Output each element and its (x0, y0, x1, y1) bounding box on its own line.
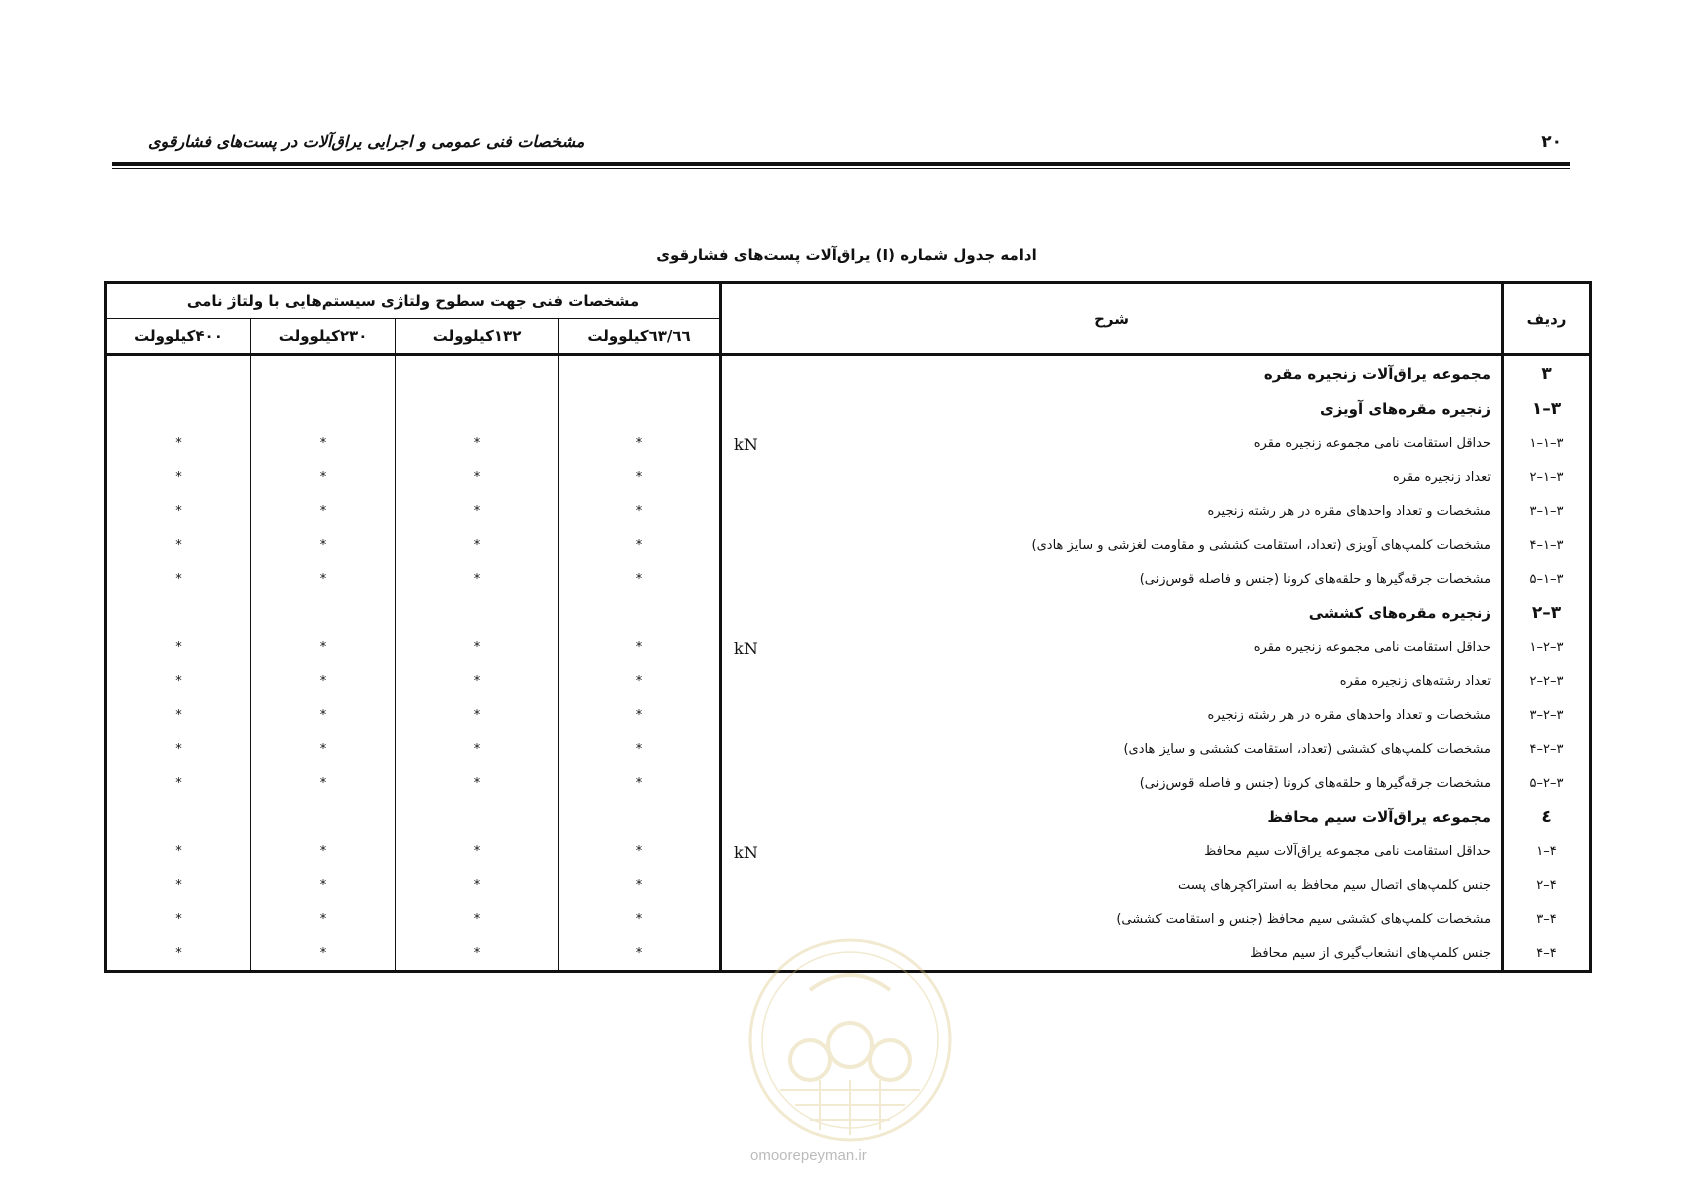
row-number: ۳–۲–۵ (1503, 766, 1591, 800)
row-number: ٤ (1503, 800, 1591, 834)
header-desc: شرح (721, 283, 1503, 355)
value-cell (396, 596, 559, 630)
value-cell: * (175, 707, 182, 723)
value-cell: * (396, 528, 559, 562)
value-cell: * (175, 571, 182, 587)
table-row (106, 732, 1591, 766)
value-cell: * (559, 902, 721, 936)
row-unit: kN (734, 639, 758, 658)
value-cell: * (175, 741, 182, 757)
row-description-cell (721, 766, 1503, 800)
value-cell: * (251, 936, 396, 972)
value-cell: * (396, 766, 559, 800)
value-cell: * (251, 528, 396, 562)
row-description: جنس کلمپ‌های اتصال سیم محافظ به استراکچرهای پست (1178, 877, 1492, 893)
row-number: ۳ (1503, 355, 1591, 393)
table-row (106, 426, 1591, 460)
value-cell: * (175, 877, 182, 893)
row-description-cell (721, 800, 1503, 834)
value-cell: * (251, 460, 396, 494)
row-description: مجموعه یراق‌آلات سیم محافظ (1267, 808, 1492, 826)
header-radif: ردیف (1503, 283, 1591, 355)
value-cell: * (251, 698, 396, 732)
row-number: ۳–۱–۵ (1503, 562, 1591, 596)
row-description-cell (721, 528, 1503, 562)
row-description-cell (721, 355, 1503, 393)
spec-table (104, 281, 1592, 973)
row-number: ۴–۴ (1503, 936, 1591, 972)
page-number: ۲۰ (1541, 132, 1562, 152)
row-description: حداقل استقامت نامی مجموعه زنجیره مقره (1253, 639, 1492, 655)
value-cell: * (559, 562, 721, 596)
row-description: حداقل استقامت نامی مجموعه زنجیره مقره (1253, 435, 1492, 451)
row-description: تعداد زنجیره مقره (1392, 469, 1492, 485)
value-cell (106, 596, 251, 630)
row-number: ۳–۲ (1503, 596, 1591, 630)
row-description-cell (721, 698, 1503, 732)
row-description: جنس کلمپ‌های انشعاب‌گیری از سیم محافظ (1250, 945, 1492, 961)
value-cell (396, 355, 559, 393)
row-description-cell (721, 562, 1503, 596)
row-description: مشخصات کلمپ‌های کششی (تعداد، استقامت کششی و سایز هادی) (1123, 741, 1492, 757)
value-cell (559, 800, 721, 834)
value-cell: * (251, 902, 396, 936)
row-description-cell (721, 664, 1503, 698)
row-description: مشخصات و تعداد واحدهای مقره در هر رشته زنجیره (1207, 503, 1492, 519)
row-number: ۳–۱–۴ (1503, 528, 1591, 562)
value-cell (396, 392, 559, 426)
row-description-cell (721, 426, 1503, 460)
value-cell: * (251, 868, 396, 902)
value-cell: * (396, 664, 559, 698)
value-cell: * (175, 673, 182, 689)
row-description: زنجیره مقره‌های آویزی (1319, 400, 1492, 418)
row-description-cell (721, 732, 1503, 766)
value-cell: * (251, 732, 396, 766)
header-voltage-230: ۲۳۰کیلوولت (251, 319, 396, 355)
header-rule (112, 162, 1570, 166)
row-number: ۳–۱–۲ (1503, 460, 1591, 494)
row-description-cell (721, 460, 1503, 494)
table-row (106, 355, 1591, 393)
row-number: ۳–۱ (1503, 392, 1591, 426)
value-cell (106, 392, 251, 426)
row-description: مشخصات جرقه‌گیرها و حلقه‌های کرونا (جنس و فاصله قوس‌زنی) (1139, 775, 1492, 791)
value-cell: * (559, 868, 721, 902)
row-description-cell (721, 834, 1503, 868)
value-cell: * (559, 936, 721, 972)
value-cell: * (396, 902, 559, 936)
value-cell: * (559, 766, 721, 800)
table-row (106, 834, 1591, 868)
table-caption: ادامه جدول شماره (I) یراق‌آلات پست‌های فشارقوی (656, 246, 1037, 264)
value-cell: * (175, 775, 182, 791)
row-number: ۳–۱–۳ (1503, 494, 1591, 528)
value-cell (559, 596, 721, 630)
value-cell: * (396, 834, 559, 868)
value-cell: * (559, 834, 721, 868)
header-voltage-400: ۴۰۰کیلوولت (106, 319, 251, 355)
row-description: تعداد رشته‌های زنجیره مقره (1339, 673, 1492, 689)
value-cell: * (396, 460, 559, 494)
value-cell (106, 355, 251, 393)
value-cell: * (396, 562, 559, 596)
value-cell: * (251, 494, 396, 528)
table-row (106, 766, 1591, 800)
value-cell: * (396, 630, 559, 664)
table-row (106, 664, 1591, 698)
value-cell: * (251, 630, 396, 664)
row-description-cell (721, 630, 1503, 664)
row-unit: kN (734, 435, 758, 454)
value-cell: * (175, 911, 182, 927)
row-number: ۳–۲–۴ (1503, 732, 1591, 766)
value-cell (251, 392, 396, 426)
row-number: ۳–۲–۲ (1503, 664, 1591, 698)
value-cell: * (559, 630, 721, 664)
row-description: مشخصات و تعداد واحدهای مقره در هر رشته زنجیره (1207, 707, 1492, 723)
table-row (106, 562, 1591, 596)
value-cell: * (559, 698, 721, 732)
row-description: مشخصات کلمپ‌های آویزی (تعداد، استقامت کششی و مقاومت لغزشی و سایز هادی) (1031, 537, 1492, 553)
value-cell (251, 596, 396, 630)
table-row (106, 460, 1591, 494)
row-unit: kN (734, 843, 758, 862)
table-row (106, 528, 1591, 562)
value-cell (251, 355, 396, 393)
table-row (106, 392, 1591, 426)
table-row (106, 868, 1591, 902)
value-cell: * (559, 494, 721, 528)
header-rule-thin (112, 168, 1570, 169)
value-cell: * (251, 834, 396, 868)
page-header (112, 128, 1570, 172)
value-cell: * (396, 698, 559, 732)
row-number: ۴–۳ (1503, 902, 1591, 936)
value-cell: * (559, 426, 721, 460)
value-cell: * (175, 945, 182, 961)
value-cell: * (251, 766, 396, 800)
row-number: ۴–۱ (1503, 834, 1591, 868)
value-cell: * (396, 494, 559, 528)
table-row (106, 800, 1591, 834)
value-cell (106, 800, 251, 834)
value-cell: * (251, 562, 396, 596)
value-cell (559, 392, 721, 426)
document-title: مشخصات فنی عمومی و اجرایی یراق‌آلات در پست‌های فشارقوی (148, 132, 585, 151)
row-description: مشخصات جرقه‌گیرها و حلقه‌های کرونا (جنس و فاصله قوس‌زنی) (1139, 571, 1492, 587)
header-voltage-66: ٦٣/٦٦کیلوولت (559, 319, 721, 355)
row-description-cell (721, 596, 1503, 630)
row-number: ۳–۱–۱ (1503, 426, 1591, 460)
watermark-logo (740, 930, 960, 1150)
value-cell: * (396, 426, 559, 460)
value-cell (559, 355, 721, 393)
value-cell: * (251, 426, 396, 460)
row-description-cell (721, 392, 1503, 426)
row-number: ۴–۲ (1503, 868, 1591, 902)
value-cell: * (175, 503, 182, 519)
row-description: حداقل استقامت نامی مجموعه یراق‌آلات سیم محافظ (1204, 843, 1492, 859)
table-row (106, 494, 1591, 528)
table-row (106, 596, 1591, 630)
value-cell: * (175, 435, 182, 451)
row-description-cell (721, 868, 1503, 902)
value-cell (396, 800, 559, 834)
row-description-cell (721, 494, 1503, 528)
row-description: مشخصات کلمپ‌های کششی سیم محافظ (جنس و استقامت کششی) (1116, 911, 1492, 927)
header-voltage-group: مشخصات فنی جهت سطوح ولتاژی سیستم‌هایی با ولتاژ نامی (106, 283, 721, 319)
value-cell: * (396, 732, 559, 766)
value-cell: * (559, 528, 721, 562)
value-cell: * (175, 537, 182, 553)
value-cell: * (251, 664, 396, 698)
value-cell: * (559, 460, 721, 494)
row-number: ۳–۲–۱ (1503, 630, 1591, 664)
row-description: مجموعه یراق‌آلات زنجیره مقره (1263, 365, 1492, 383)
value-cell: * (396, 868, 559, 902)
value-cell: * (396, 936, 559, 972)
value-cell: * (175, 469, 182, 485)
table-row (106, 698, 1591, 732)
value-cell: * (559, 664, 721, 698)
value-cell: * (559, 732, 721, 766)
value-cell: * (175, 843, 182, 859)
table-body (106, 355, 1591, 972)
value-cell (251, 800, 396, 834)
value-cell: * (175, 639, 182, 655)
row-description: زنجیره مقره‌های کششی (1308, 604, 1492, 622)
watermark-url: omoorepeyman.ir (750, 1147, 867, 1164)
header-voltage-132: ۱۳۲کیلوولت (396, 319, 559, 355)
table-row (106, 630, 1591, 664)
row-number: ۳–۲–۳ (1503, 698, 1591, 732)
